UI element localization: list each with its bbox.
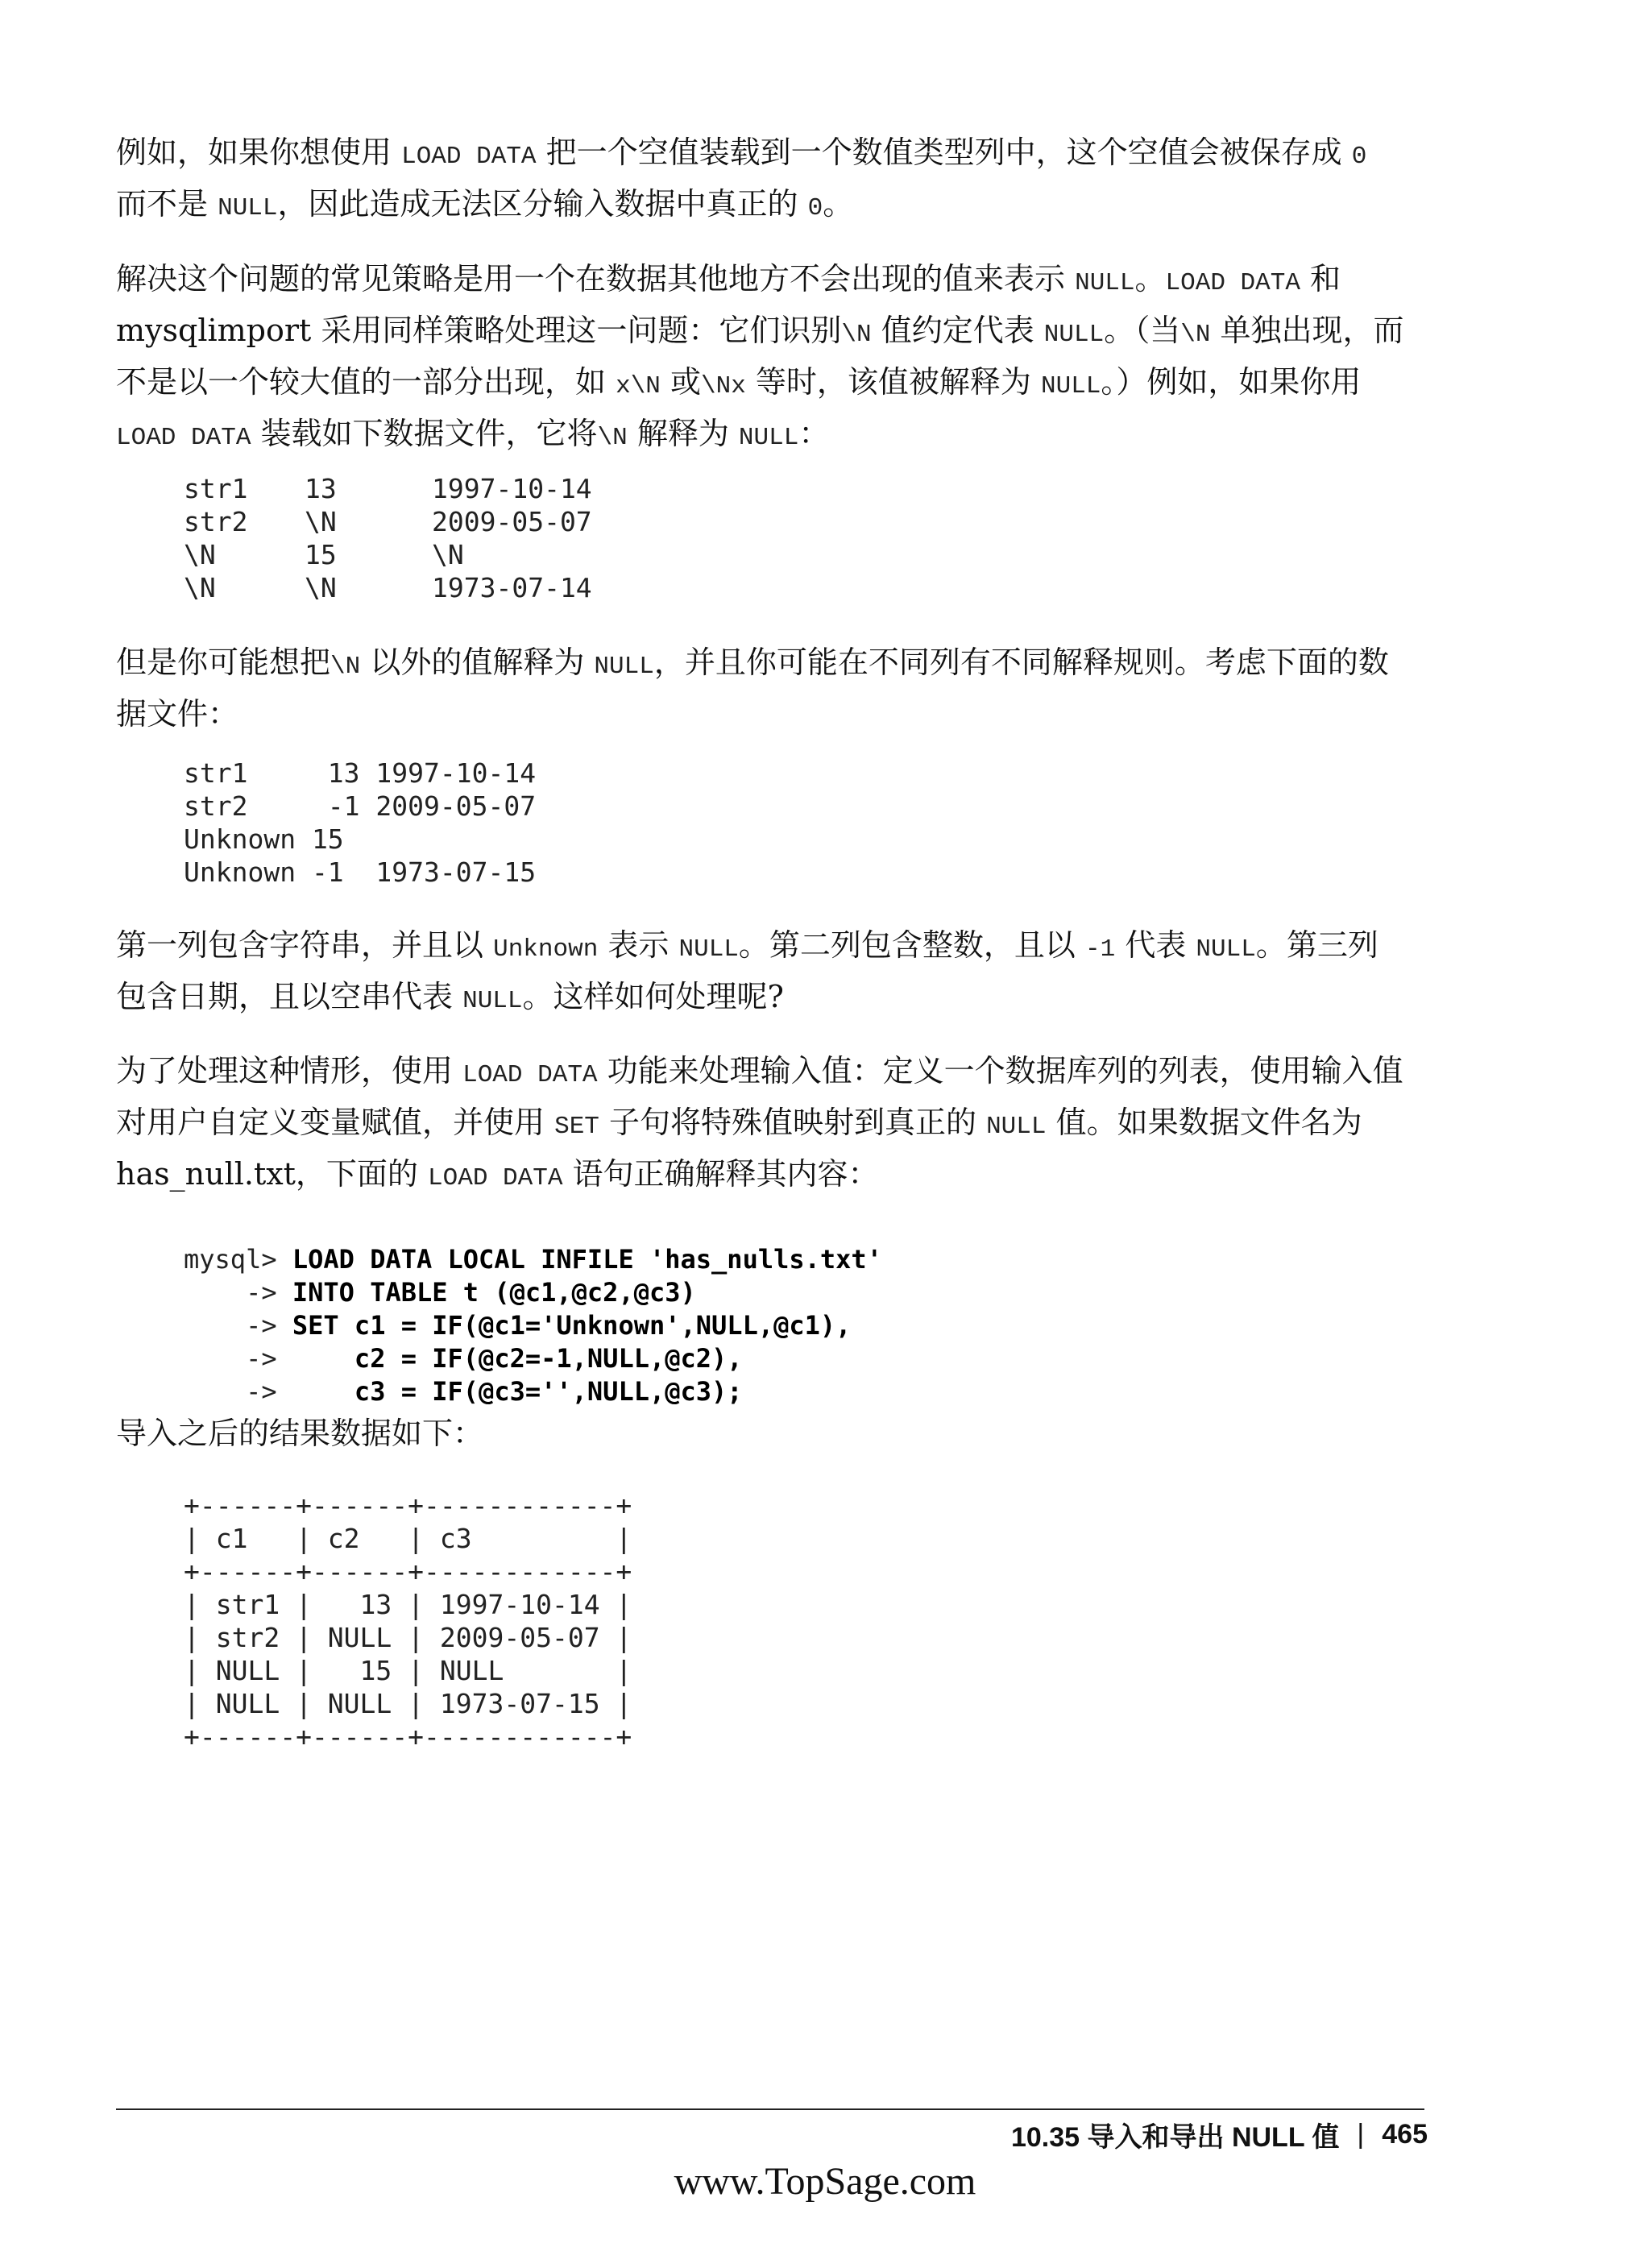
data-file-cell: 1997-10-14 [432,473,592,504]
text-run: 为了处理这种情形，使用 [116,1053,463,1088]
data-file-row: str1 13 1997-10-14 [184,757,537,789]
text-run: 。 [823,186,854,222]
text-run: 而不是 [116,186,218,222]
inline-code: 0 [807,194,823,222]
table-row: | c1 | c2 | c3 | [184,1523,632,1554]
inline-code: NULL [218,194,278,222]
inline-code: LOAD DATA [428,1164,563,1192]
sql-line-5: -> c3 = IF(@c3='',NULL,@c3); [184,1376,743,1407]
data-file-cell: \N [305,572,337,603]
text-run: 。这样如何处理呢? [522,979,784,1014]
table-row: | NULL | 15 | NULL | [184,1655,632,1686]
inline-code: NULL [738,424,799,452]
inline-code: \Nx [701,372,746,400]
text-run: 值约定代表 [871,313,1044,348]
data-file-cell: \N [184,572,216,603]
paragraph-result-intro [116,1410,1405,1457]
inline-code: \N [1180,321,1211,349]
text-run: 或 [660,364,701,400]
text-run: 和 mysqlimport 采用同样策略处理这一问题：它们识别 [116,261,1341,348]
inline-code: LOAD DATA [401,143,537,171]
table-row: | str2 | NULL | 2009-05-07 | [184,1622,632,1653]
text-run: 。（当 [1104,313,1181,348]
inline-code: -1 [1085,935,1116,964]
inline-code: NULL [1043,321,1105,349]
data-file-cell: \N [432,539,464,570]
text-run: ，因此造成无法区分输入数据中真正的 [277,186,808,222]
inline-code: NULL [1196,935,1256,964]
inline-code: LOAD DATA [462,1061,598,1089]
text-run: 例如，如果你想使用 [116,135,402,170]
text-run: 第一列包含字符串，并且以 [116,927,494,963]
inline-code: SET [554,1113,599,1141]
text-run: 功能来处理输入值：定义一个数据库列的列表，使用输入值对用户自定义变量赋值，并使用 [116,1053,1403,1140]
text-run: 但是你可能想把 [116,645,331,680]
data-file-cell: str1 [184,473,248,504]
running-footer [1011,2115,1428,2154]
text-run: 把一个空值装载到一个数值类型列中，这个空值会被保存成 [536,135,1352,170]
inline-code: \N [330,653,361,681]
inline-code: \N [841,321,872,349]
text-run: 解决这个问题的常见策略是用一个在数据其他地方不会出现的值来表示 [116,261,1076,296]
table-row: +------+------+------------+ [184,1721,632,1752]
paragraph-load-data-null-problem [116,129,1405,232]
page-number: 465 [1382,2119,1428,2150]
data-file-cell: 1973-07-14 [432,572,592,603]
sql-line-2: -> INTO TABLE t (@c1,@c2,@c3) [184,1277,696,1308]
inline-code: NULL [1040,372,1101,400]
text-run: 以外的值解释为 [360,645,595,680]
text-run: ： [798,416,830,451]
paragraph-solution [116,1047,1405,1202]
text-run: 。第二列包含整数，且以 [738,927,1086,963]
inline-code: NULL [986,1113,1047,1141]
paragraph-null-strategy [116,255,1405,462]
footer-section-title: 10.35 导入和导出 NULL 值 [1010,2122,1340,2153]
data-file-cell: str2 [184,506,248,537]
text-run: 导入之后的结果数据如下： [116,1416,484,1451]
inline-code: NULL [594,653,654,681]
footer-rule [116,2108,1424,2110]
text-run: 等时，该值被解释为 [745,364,1041,400]
data-file-row: Unknown 15 [184,823,344,855]
inline-code: NULL [462,987,523,1015]
footer-separator: | [1357,2119,1365,2150]
sql-line-4: -> c2 = IF(@c2=-1,NULL,@c2), [184,1343,743,1374]
result-table [184,1489,632,1753]
data-file-cell: 15 [305,539,337,570]
inline-code: \N [597,424,628,452]
text-run: 。）例如，如果你用 [1101,364,1362,400]
data-file-cell: \N [305,506,337,537]
data-file-row: Unknown -1 1973-07-15 [184,856,537,888]
inline-code: NULL [678,935,739,964]
data-file-cell: 2009-05-07 [432,506,592,537]
website-watermark: www.TopSage.com [674,2160,976,2203]
text-run: 解释为 [627,416,739,451]
text-run: 装载如下数据文件，它将 [251,416,598,451]
sql-line-3: -> SET c1 = IF(@c1='Unknown',NULL,@c1), [184,1310,852,1341]
text-run: 。第三列包含日期，且以空串代表 [116,927,1378,1014]
text-run: 单独出现，而不是以一个较大值的一部分出现，如 [116,313,1404,400]
sql-line-1: mysql> LOAD DATA LOCAL INFILE 'has_nulls.txt' [184,1244,882,1275]
inline-code: LOAD DATA [116,424,251,452]
text-run: ，并且你可能在不同列有不同解释规则。考虑下面的数据文件： [116,645,1389,732]
table-row: +------+------+------------+ [184,1556,632,1587]
text-run: 子句将特殊值映射到真正的 [599,1105,987,1140]
inline-code: x\N [616,372,661,400]
data-file-example-2 [184,757,536,889]
data-file-cell: \N [184,539,216,570]
inline-code: LOAD DATA [1165,269,1300,297]
text-run: 表示 [598,927,679,963]
table-row: | str1 | 13 | 1997-10-14 | [184,1589,632,1620]
sql-statement [184,1210,882,1408]
table-row: +------+------+------------+ [184,1490,632,1521]
inline-code: NULL [1075,269,1135,297]
inline-code: 0 [1351,143,1367,171]
data-file-cell: 13 [305,473,337,504]
text-run: 代表 [1115,927,1196,963]
text-run: 语句正确解释其内容： [562,1156,879,1192]
paragraph-column-rules [116,922,1405,1025]
inline-code: Unknown [493,935,599,964]
text-run: 。 [1134,261,1166,296]
table-row: | NULL | NULL | 1973-07-15 | [184,1688,632,1719]
paragraph-other-null-values [116,639,1405,738]
text-run: 值。如果数据文件名为 has_null.txt，下面的 [116,1105,1362,1192]
data-file-row: str2 -1 2009-05-07 [184,790,537,822]
